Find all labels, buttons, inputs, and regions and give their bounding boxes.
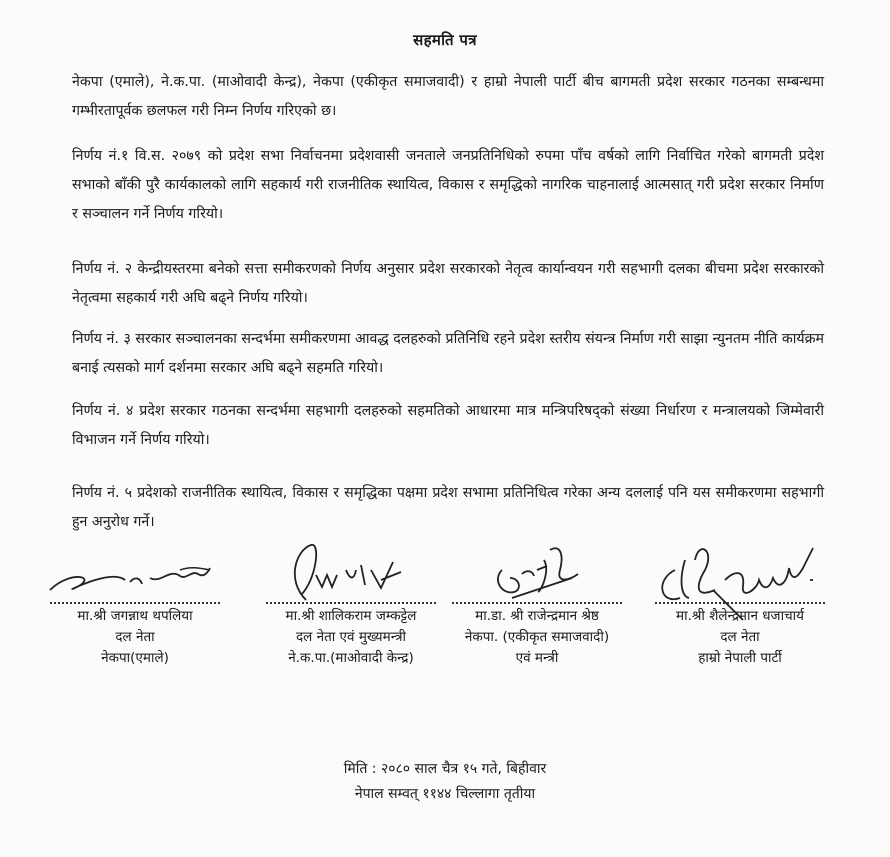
signature-line bbox=[266, 602, 436, 604]
signatory-name: मा.श्री शैलेन्द्रमान धजाचार्य bbox=[676, 608, 804, 624]
signature-line bbox=[452, 602, 622, 604]
signatory-party: हाम्रो नेपाली पार्टी bbox=[698, 650, 782, 666]
document-footer bbox=[0, 757, 890, 807]
signature-scribble bbox=[635, 540, 845, 602]
signature-icon bbox=[432, 540, 642, 602]
signatory-block bbox=[432, 540, 642, 669]
signature-icon bbox=[246, 540, 456, 602]
signature-line bbox=[655, 602, 825, 604]
signatory-name: मा.श्री शालिकराम जम्कट्टेल bbox=[285, 608, 417, 624]
signatory-party: एवं मन्त्री bbox=[515, 650, 559, 666]
signatory-role: नेकपा. (एकीकृत समाजवादी) bbox=[464, 629, 610, 645]
signatory-name: मा.श्री जगन्नाथ थपलिया bbox=[77, 608, 193, 624]
signatory-party: ने.क.पा.(माओवादी केन्द्र) bbox=[288, 650, 414, 666]
signatory-role: दल नेता एवं मुख्यमन्त्री bbox=[295, 629, 407, 645]
decision-1-paragraph: निर्णय नं.१ वि.स. २०७९ को प्रदेश सभा निर्वाचनमा प्रदेशवासी जनताले जनप्रतिनिधिको रुपमा पाँच वर्षको लागि निर्वाचित गरेको बागमती प्रदेश सभाको बाँकी पुरै कार्यकालको लागि सहकार्य गरी राजनीतिक स्थायित्व, विकास र समृद्धिको नागरिक चाहनालाई आत्मसात् गरी प्रदेश सरकार निर्माण र सञ्चालन गर्ने निर्णय गरियो। bbox=[72, 148, 824, 222]
signatory-role: दल नेता bbox=[115, 629, 155, 645]
date-line: मिति : २०८० साल चैत्र १५ गते, बिहीवार bbox=[343, 761, 547, 777]
signatory-party: नेकपा(एमाले) bbox=[101, 650, 169, 666]
intro-paragraph: नेकपा (एमाले), ने.क.पा. (माओवादी केन्द्र), नेकपा (एकीकृत समाजवादी) र हाम्रो नेपाली पार्टी बीच बागमती प्रदेश सरकार गठनका सम्बन्धमा गम्भीरतापूर्वक छलफल गरी निम्न निर्णय गरिएको छ। bbox=[72, 74, 824, 119]
nepal-samvat-line: नेपाल सम्वत् ११४४ चिल्लागा तृतीया bbox=[354, 786, 536, 802]
decision-4-paragraph: निर्णय नं. ४ प्रदेश सरकार गठनका सन्दर्भमा सहभागी दलहरुको सहमतिको आधारमा मात्र मन्त्रिपरिषद्को संख्या निर्धारण र मन्त्रालयको जिम्मेवारी विभाजन गर्ने निर्णय गरियो। bbox=[72, 403, 824, 448]
decision-2-paragraph: निर्णय नं. २ केन्द्रीयस्तरमा बनेको सत्ता समीकरणको निर्णय अनुसार प्रदेश सरकारको नेतृत्व कार्यान्वयन गरी सहभागी दलका बीचमा प्रदेश सरकारको नेतृत्वमा सहकार्य गरी अघि बढ्ने निर्णय गरियो। bbox=[72, 261, 824, 306]
signature-icon bbox=[30, 540, 240, 602]
signature-scribble bbox=[432, 540, 642, 602]
signature-icon bbox=[635, 540, 845, 602]
signatory-block bbox=[635, 540, 845, 669]
signatory-name: मा.डा. श्री राजेन्द्रमान श्रेष्ठ bbox=[475, 608, 599, 624]
signatory-block bbox=[30, 540, 240, 669]
signature-scribble bbox=[246, 540, 456, 602]
signature-line bbox=[50, 602, 220, 604]
decision-5-paragraph: निर्णय नं. ५ प्रदेशको राजनीतिक स्थायित्व, विकास र समृद्धिका पक्षमा प्रदेश सभामा प्रतिनिधित्व गरेका अन्य दललाई पनि यस समीकरणमा सहभागी हुन अनुरोध गर्ने। bbox=[72, 485, 824, 530]
signature-scribble bbox=[30, 540, 240, 602]
document-title: सहमति पत्र bbox=[413, 31, 477, 49]
signatory-block bbox=[246, 540, 456, 669]
decision-3-paragraph: निर्णय नं. ३ सरकार सञ्चालनका सन्दर्भमा समीकरणमा आवद्ध दलहरुको प्रतिनिधि रहने प्रदेश स्तरीय संयन्त्र निर्माण गरी साझा न्युनतम नीति कार्यक्रम बनाई त्यसको मार्ग दर्शनमा सरकार अघि बढ्ने सहमति गरियो। bbox=[72, 331, 824, 376]
signatory-role: दल नेता bbox=[720, 629, 760, 645]
